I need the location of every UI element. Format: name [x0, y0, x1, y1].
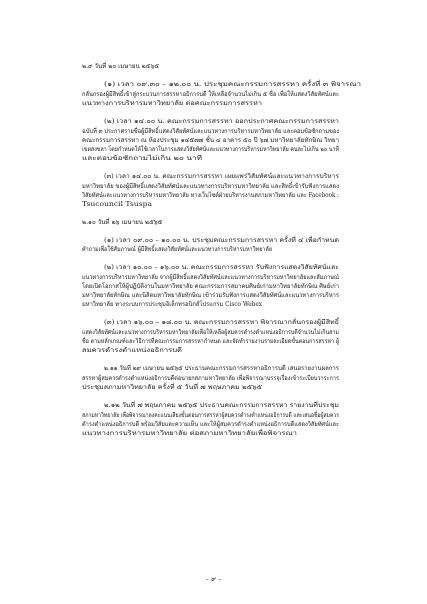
document-line: (๒) เวลา ๑๐.๐๐ – ๑๖.๐๐ น. คณะกรรมการสรรหา รับฟังการแสดงวิสัยทัศน์และ [104, 264, 314, 271]
document-line: ๒.๑๐ วันที่ ๒๖ เมษายน ๒๕๖๕ [82, 219, 163, 226]
document-line: กลั่นกรองผู้มีสิทธิ์เข้าสู่กระบวนการสรรหาอธิการบดี ให้เหลือจำนวนไม่เกิน ๕ ชื่อ เพื่อให้แสดงวิสัยทัศน์และ [82, 91, 361, 98]
document-line: ประชุมสภามหาวิทยาลัย ครั้งที่ ๕ วันที่ ๗ พฤษภาคม ๒๕๖๕ [82, 384, 239, 391]
document-line: สมควรดำรงตำแหน่งอธิการบดี [82, 347, 164, 354]
document-line: (๓) เวลา ๑๔.๐๐ น. คณะกรรมการสรรหา เผยแพร่วิสัยทัศน์และแนวทางการบริหาร [104, 173, 323, 180]
document-line: คณะกรรมการสรรหา ณ ห้องประชุม ๑๔๕๗๗ ชั้น ๔ อาคาร ๕๐ ปี ๖๗ มหาวิทยาลัยทักษิณ วิทยา [82, 137, 337, 144]
document-line: โดยเปิดโอกาสให้ผู้ปฏิบัติงานในมหาวิทยาลัย คณะกรรมการสมาคมศิษย์เก่ามหาวิทยาลัยทักษิณ ศิษย์เก่า [82, 283, 355, 290]
document-line: สภามหาวิทยาลัย เพื่อพิจารณาลงคะแนนเสียงขั้นตอนการสรรหาผู้สมควรดำรงตำแหน่งอธิการบดี และเสนอชื่อผู้สมควร [82, 412, 394, 419]
document-line: ๒.๑๑ วันที่ ๒๙ เมษายน ๒๕๖๕ ประธานคณะกรรมการสรรหาอธิการบดี เสนอรายงานผลการ [104, 365, 347, 372]
document-line: (๑) เวลา ๐๙.๓๐ – ๑๒.๐๐ น. ประชุมคณะกรรมการสรรหา ครั้งที่ ๓ พิจารณา [104, 81, 306, 88]
document-line: และตอบข้อซักถามไม่เกิน ๒๐ นาที [82, 155, 173, 162]
document-line: (๑) เวลา ๐๙.๐๐ – ๑๐.๐๐ น. ประชุมคณะกรรมการสรรหา ครั้งที่ ๔ เพื่อกำหนด [104, 237, 312, 244]
document-line: มหาวิทยาลัย ของผู้มีสิทธิ์แสดงวิสัยทัศน์และแนวทางการบริหารมหาวิทยาลัย และสิทธิ์เข้ารับฟังการแสดง [82, 183, 357, 190]
document-line: ชื่อ ตามหลักเกณฑ์และวิธีการที่คณะกรรมการสรรหากำหนด และจัดทำรายงานรายละเอียดขั้นตอนการสรรหา ผู้ [82, 338, 376, 345]
document-line: ฉบับที่ ๓ ประกาศรายชื่อผู้มีสิทธิ์แสดงวิสัยทัศน์และแนวทางการบริหารมหาวิทยาลัย และตอบข้อซักถามของ [82, 128, 363, 135]
document-line: Tsucouncil Tsuspa [82, 201, 153, 208]
document-line: แนวทางการบริหารมหาวิทยาลัย ต่อสภามหาวิทยาลัยเพื่อพิจารณา [82, 430, 255, 437]
document-line: แนวทางการบริหารมหาวิทยาลัย ต่อคณะกรรมการสรรหา [82, 100, 262, 107]
document-line: (๒) เวลา ๑๔.๐๐ น. คณะกรรมการสรรหา ออกประกาศคณะกรรมการสรรหา [104, 118, 339, 125]
document-line: ๒.๑๒ วันที่ ๗ พฤษภาคม ๒๕๖๕ ประธานคณะกรรมการสรรหา รายงานที่ประชุม [104, 402, 314, 409]
document-line: วิสัยทัศน์และแนวทางการบริหารมหาวิทยาลัย ทางเว็บไซต์ฝ่ายบริหารงานสภามหาวิทยาลัย และ Facebook : [82, 192, 368, 199]
page-number: – ๙ – [205, 575, 222, 583]
document-line: มหาวิทยาลัยทักษิณ และนิสิตมหาวิทยาลัยทักษิณ เข้าร่วมรับฟังการแสดงวิสัยทัศน์และแนวทางการบริหาร [82, 292, 358, 299]
document-line: ดำรงตำแหน่งอธิการบดี พร้อมวิสัยและความเห็น และให้ผู้สมควรดำรงตำแหน่งอธิการบดีแสดงวิสัยทัศน์และ [82, 421, 364, 428]
document-line: (๓) เวลา ๑๖.๐๐ – ๑๘.๐๐ น. คณะกรรมการสรรหา พิจารณากลั่นกรองผู้มีสิทธิ์ [104, 319, 310, 326]
document-line: มหาวิทยาลัย ทางระบบการประชุมอิเล็กทรอนิกส์โปรแกรม Cisco Webex [82, 301, 276, 308]
document-line: เขตสงขลา โดยกำหนดให้ใช้เวลาในการแสดงวิสัยทัศน์และแนวทางการบริหารมหาวิทยาลัย คนละไม่เกิน ๒๐ นาที [82, 146, 381, 153]
document-line: คำถามเพื่อใช้สัมภาษณ์ ผู้มีสิทธิ์แสดงวิสัยทัศน์และแนวทางการบริหารมหาวิทยาลัย [82, 246, 299, 253]
document-line: แสดงวิสัยทัศน์และแนวทางการบริหารมหาวิทยาลัยเพื่อให้เหลือผู้สมควรดำรงตำแหน่งอธิการบดีจำนวนไม่เกินสาม [82, 329, 380, 336]
document-line: แนวทางการบริหารมหาวิทยาลัย จากผู้มีสิทธิ์แสดงวิสัยทัศน์และแนวทางการบริหารมหาวิทยาลัยและสัมภาษณ์ [82, 274, 369, 281]
document-line: สรรหาผู้สมควรดำรงตำแหน่งอธิการบดีต่อนายกสภามหาวิทยาลัย เพื่อพิจารณาบรรจุเรื่องเข้าระเบียบวาระการ [82, 375, 370, 382]
document-line: ๒.๙ วันที่ ๒๐ เมษายน ๒๕๖๕ [82, 63, 160, 70]
